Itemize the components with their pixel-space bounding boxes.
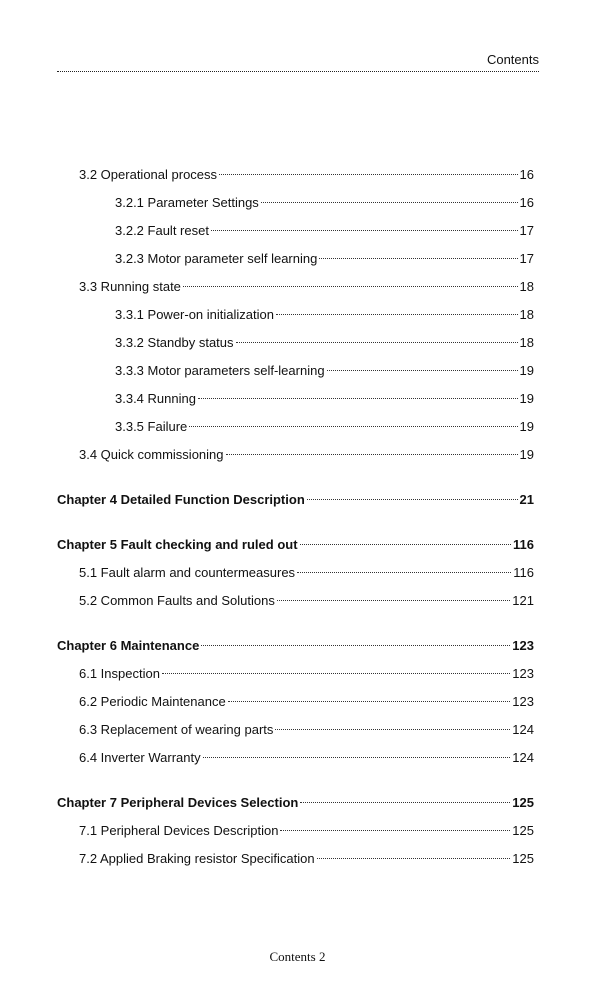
toc-entry-title: Chapter 4 Detailed Function Description <box>57 492 305 507</box>
toc-page-number: 116 <box>513 537 534 552</box>
toc-entry <box>115 389 534 409</box>
toc-entry-title: 3.3 Running state <box>79 279 181 294</box>
toc-entry-title: 3.3.1 Power-on initialization <box>115 307 274 322</box>
toc-entry <box>79 165 534 185</box>
toc-dot-leader <box>277 600 510 601</box>
toc-page-number: 121 <box>512 593 534 608</box>
toc-dot-leader <box>261 202 518 203</box>
toc-entry <box>79 277 534 297</box>
toc-page-number: 21 <box>519 492 534 507</box>
toc-page-number: 18 <box>519 279 534 294</box>
toc-entry-title: 5.1 Fault alarm and countermeasures <box>79 565 296 580</box>
toc-dot-leader <box>300 544 511 545</box>
toc-entry-title: 7.2 Applied Braking resistor Specification <box>79 851 315 866</box>
toc-page-number: 19 <box>519 363 534 378</box>
toc-page-number: 19 <box>519 391 534 406</box>
toc-entry-title: 3.2.1 Parameter Settings <box>115 195 259 210</box>
toc-page-number: 116 <box>513 565 534 580</box>
toc-entry <box>79 692 534 712</box>
toc-page-number: 123 <box>512 694 534 709</box>
toc-dot-leader <box>211 230 518 231</box>
toc-page-number: 125 <box>512 823 534 838</box>
toc-entry <box>115 249 534 269</box>
toc-page-number: 125 <box>512 851 534 866</box>
toc-dot-leader <box>327 370 518 371</box>
toc-chapter-entry <box>57 490 534 510</box>
toc-page-number: 16 <box>519 167 534 182</box>
toc-entry <box>115 221 534 241</box>
toc-entry <box>79 720 534 740</box>
toc-page-number: 123 <box>512 638 534 653</box>
toc-dot-leader <box>198 398 518 399</box>
toc-dot-leader <box>162 673 510 674</box>
toc-entry-title: Chapter 5 Fault checking and ruled out <box>57 537 298 552</box>
toc-entry <box>79 821 534 841</box>
toc-page-number: 123 <box>512 666 534 681</box>
toc-entry-title: 6.3 Replacement of wearing parts <box>79 722 274 737</box>
toc-dot-leader <box>236 342 518 343</box>
toc-entry-title: 3.3.3 Motor parameters self-learning <box>115 363 325 378</box>
toc-entry <box>79 664 534 684</box>
toc-entry-title: 3.2 Operational process <box>79 167 218 182</box>
toc-entry <box>115 305 534 325</box>
toc-entry-title: 7.1 Peripheral Devices Description <box>79 823 279 838</box>
toc-entry-title: 6.2 Periodic Maintenance <box>79 694 226 709</box>
toc-page-number: 16 <box>519 195 534 210</box>
toc-entry <box>115 417 534 437</box>
toc-entry-title: 6.4 Inverter Warranty <box>79 750 201 765</box>
toc-chapter-entry <box>57 793 534 813</box>
toc-dot-leader <box>228 701 511 702</box>
toc-page-number: 19 <box>519 447 534 462</box>
toc-page-number: 124 <box>512 722 534 737</box>
toc-page-number: 19 <box>519 419 534 434</box>
toc-dot-leader <box>300 802 510 803</box>
toc-chapter-entry <box>57 535 534 555</box>
toc-entry-title: 3.3.2 Standby status <box>115 335 234 350</box>
toc-entry-title: Chapter 6 Maintenance <box>57 638 200 653</box>
toc-dot-leader <box>307 499 518 500</box>
toc-page-number: 125 <box>512 795 534 810</box>
toc-dot-leader <box>280 830 510 831</box>
toc-dot-leader <box>226 454 518 455</box>
toc-entry <box>79 445 534 465</box>
toc-page-number: 18 <box>519 307 534 322</box>
toc-entry <box>115 333 534 353</box>
toc-dot-leader <box>275 729 510 730</box>
toc-entry-title: 5.2 Common Faults and Solutions <box>79 593 275 608</box>
toc-dot-leader <box>317 858 511 859</box>
toc-page-number: 17 <box>519 223 534 238</box>
header-rule <box>57 71 539 72</box>
toc-entry <box>79 563 534 583</box>
toc-dot-leader <box>319 258 517 259</box>
toc-entry-title: 3.4 Quick commissioning <box>79 447 224 462</box>
toc-entry <box>79 591 534 611</box>
toc-page-number: 17 <box>519 251 534 266</box>
toc-dot-leader <box>201 645 510 646</box>
toc-entry <box>79 748 534 768</box>
toc-page-number: 124 <box>512 750 534 765</box>
toc-entry <box>115 193 534 213</box>
toc-entry <box>115 361 534 381</box>
page-footer: Contents 2 <box>269 949 326 964</box>
toc-entry-title: 6.1 Inspection <box>79 666 160 681</box>
toc-dot-leader <box>203 757 511 758</box>
toc-entry-title: 3.2.2 Fault reset <box>115 223 209 238</box>
toc-entry <box>79 849 534 869</box>
toc-dot-leader <box>183 286 518 287</box>
toc-chapter-entry <box>57 636 534 656</box>
toc-dot-leader <box>189 426 517 427</box>
header-title: Contents <box>486 52 539 67</box>
toc-dot-leader <box>219 174 518 175</box>
toc-entry-title: 3.3.4 Running <box>115 391 196 406</box>
toc-dot-leader <box>297 572 511 573</box>
toc-entry-title: 3.3.5 Failure <box>115 419 188 434</box>
toc-page-number: 18 <box>519 335 534 350</box>
toc-dot-leader <box>276 314 518 315</box>
toc-entry-title: 3.2.3 Motor parameter self learning <box>115 251 318 266</box>
toc-entry-title: Chapter 7 Peripheral Devices Selection <box>57 795 299 810</box>
